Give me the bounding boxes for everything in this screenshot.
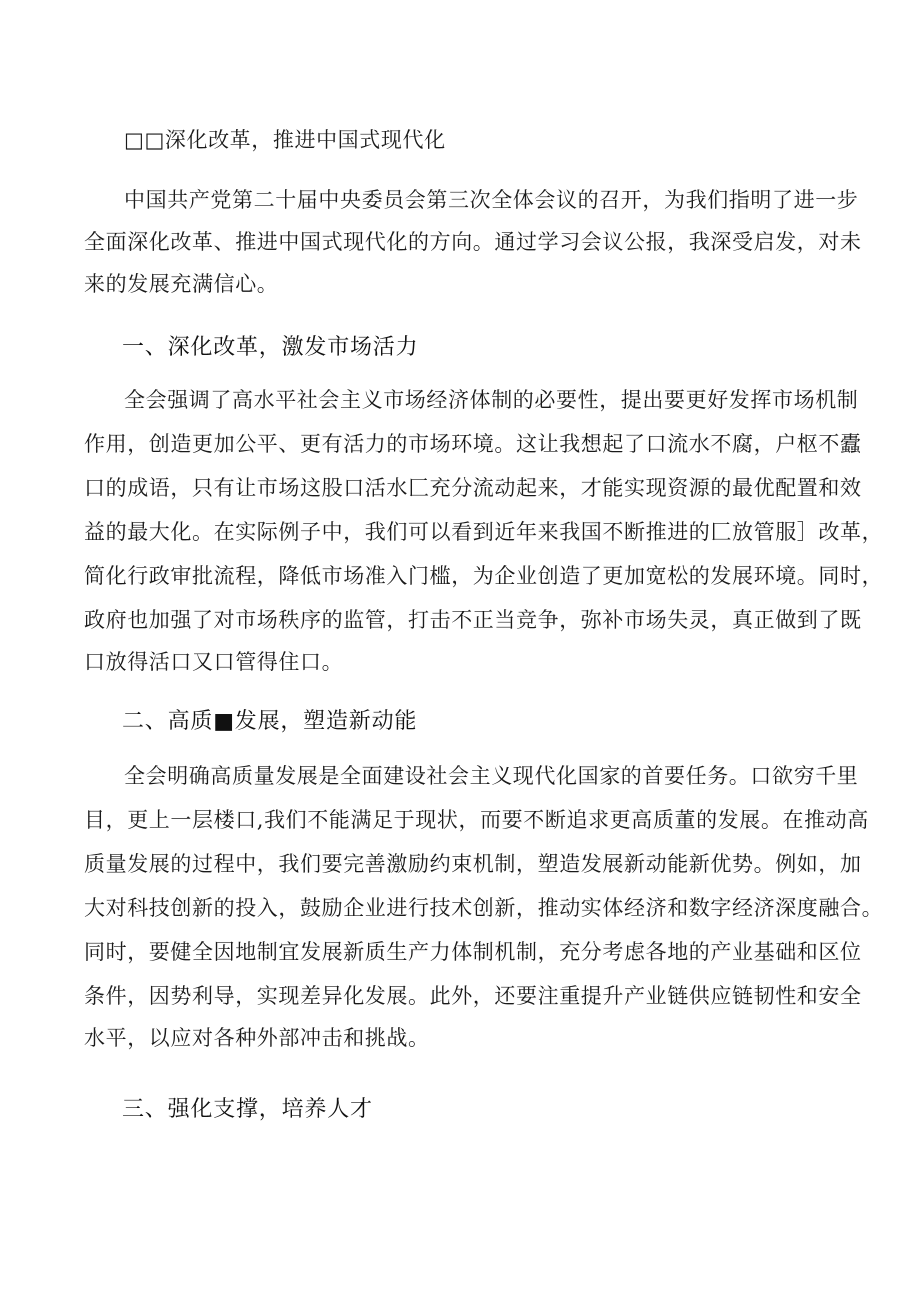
paragraph-line: 政府也加强了对市场秩序的监管，打击不正当竞争，弥补市场失灵，真正做到了既: [84, 608, 862, 632]
paragraph-line: 大对科技创新的投入，鼓励企业进行技术创新，推动实体经济和数字经济深度融合。: [84, 896, 884, 920]
paragraph-line: 简化行政审批流程，降低市场准入门槛，为企业创造了更加宽松的发展环境。同时，: [84, 564, 884, 588]
paragraph-line: 同时，要健全因地制宜发展新质生产力体制机制，充分考虑各地的产业基础和区位: [84, 940, 862, 964]
section-heading: 一、深化改革，激发市场活力: [122, 335, 419, 360]
section-heading: 三、强化支撑，培养人才: [122, 1097, 373, 1122]
intro-line: 中国共产党第二十届中央委员会第三次全体会议的召开，为我们指明了进一步: [124, 188, 859, 212]
paragraph-line: 条件，因势利导，实现差异化发展。此外，还要注重提升产业链供应链韧性和安全: [84, 984, 862, 1008]
paragraph-line: 水平，以应对各种外部冲击和挑战。: [84, 1026, 430, 1050]
paragraph-line: 目，更上一层楼口,我们不能满足于现状，而要不断追求更高质董的发展。在推动高: [84, 808, 869, 832]
intro-line: 全面深化改革、推进中国式现代化的方向。通过学习会议公报，我深受启发，对未: [84, 230, 862, 254]
paragraph-line: 口放得活口又口管得住口。: [84, 650, 344, 674]
paragraph-line: 质量发展的过程中，我们要完善激励约束机制，塑造发展新动能新优势。例如，加: [84, 852, 862, 876]
paragraph-line: 作用，创造更加公平、更有活力的市场环境。这让我想起了口流水不腐，户枢不蠹: [84, 432, 862, 456]
paragraph-line: 口的成语，只有让市场这股口活水匚充分流动起来，才能实现资源的最优配置和效: [84, 476, 862, 500]
paragraph-line: 全会明确高质量发展是全面建设社会主义现代化国家的首要任务。口欲穷千里: [124, 764, 859, 788]
paragraph-line: 益的最大化。在实际例子中，我们可以看到近年来我国不断推进的匚放管服］改革，: [84, 520, 884, 544]
document-title: □□深化改革，推进中国式现代化: [124, 128, 446, 152]
paragraph-line: 全会强调了高水平社会主义市场经济体制的必要性，提出要更好发挥市场机制: [124, 388, 859, 412]
section-heading: 二、高质■发展，塑造新动能: [122, 709, 418, 734]
intro-line: 来的发展充满信心。: [84, 272, 279, 296]
